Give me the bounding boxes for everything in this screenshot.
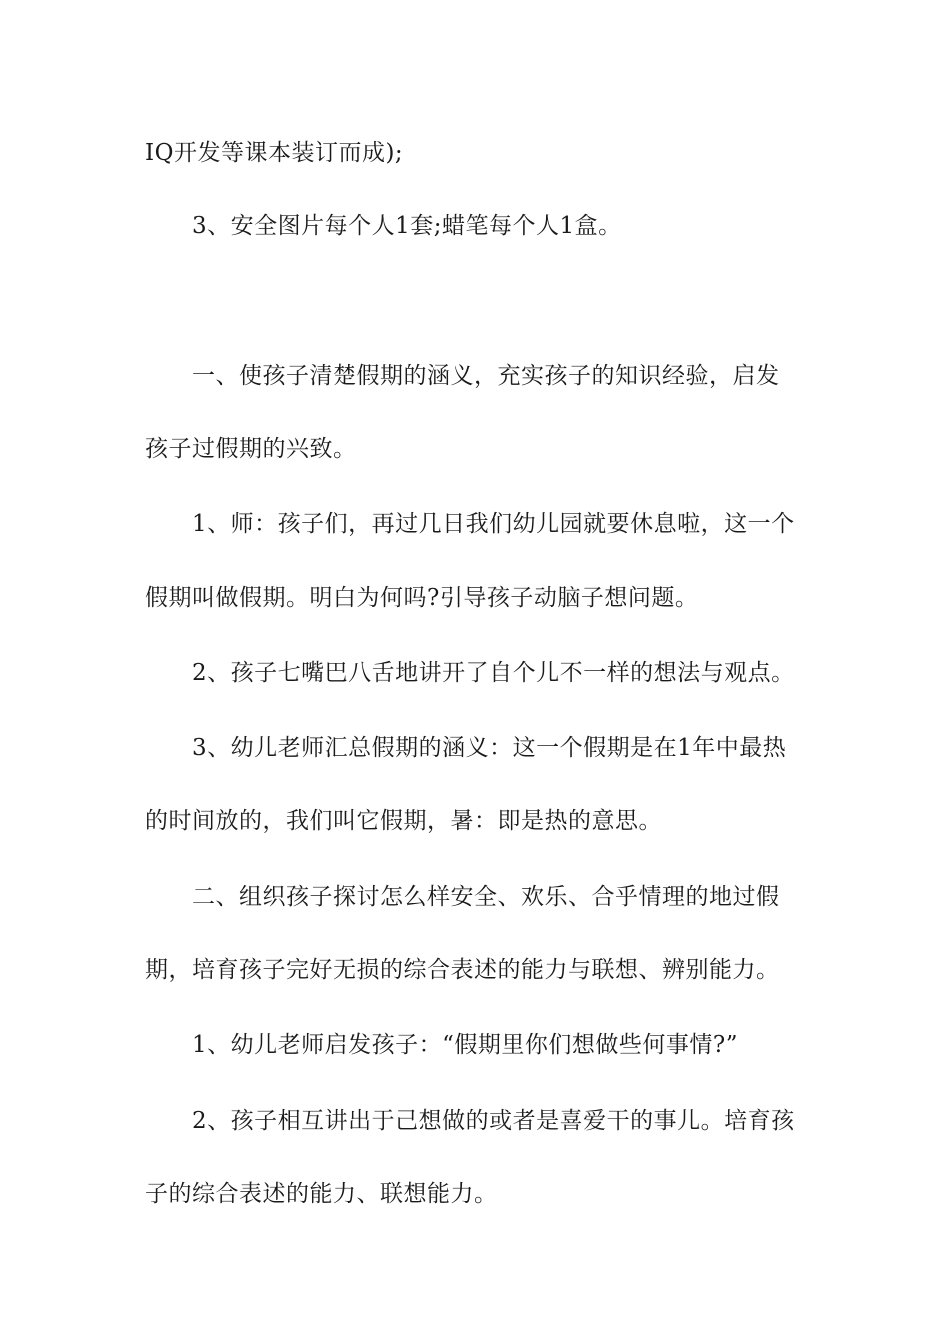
text-line: IQ开发等课本装订而成); [145, 140, 404, 166]
text-line: 期，培育孩子完好无损的综合表述的能力与联想、辨别能力。 [145, 957, 780, 983]
text-line: 3、幼儿老师汇总假期的涵义：这一个假期是在1年中最热 [192, 735, 787, 761]
text-line: 2、孩子相互讲出于己想做的或者是喜爱干的事儿。培育孩 [192, 1108, 795, 1134]
text-line: 子的综合表述的能力、联想能力。 [145, 1181, 498, 1207]
text-line: 一、使孩子清楚假期的涵义，充实孩子的知识经验，启发 [192, 363, 780, 389]
text-line: 3、安全图片每个人1套;蜡笔每个人1盒。 [192, 213, 622, 239]
text-line: 的时间放的，我们叫它假期，暑：即是热的意思。 [145, 808, 662, 834]
text-line: 1、幼儿老师启发孩子：“假期里你们想做些何事情?” [192, 1032, 738, 1058]
text-line: 1、师：孩子们，再过几日我们幼儿园就要休息啦，这一个 [192, 511, 795, 537]
text-line: 假期叫做假期。明白为何吗?引导孩子动脑子想问题。 [145, 585, 699, 611]
text-line: 2、孩子七嘴巴八舌地讲开了自个儿不一样的想法与观点。 [192, 660, 795, 686]
text-line: 孩子过假期的兴致。 [145, 436, 357, 462]
text-line: 二、组织孩子探讨怎么样安全、欢乐、合乎情理的地过假 [192, 884, 780, 910]
